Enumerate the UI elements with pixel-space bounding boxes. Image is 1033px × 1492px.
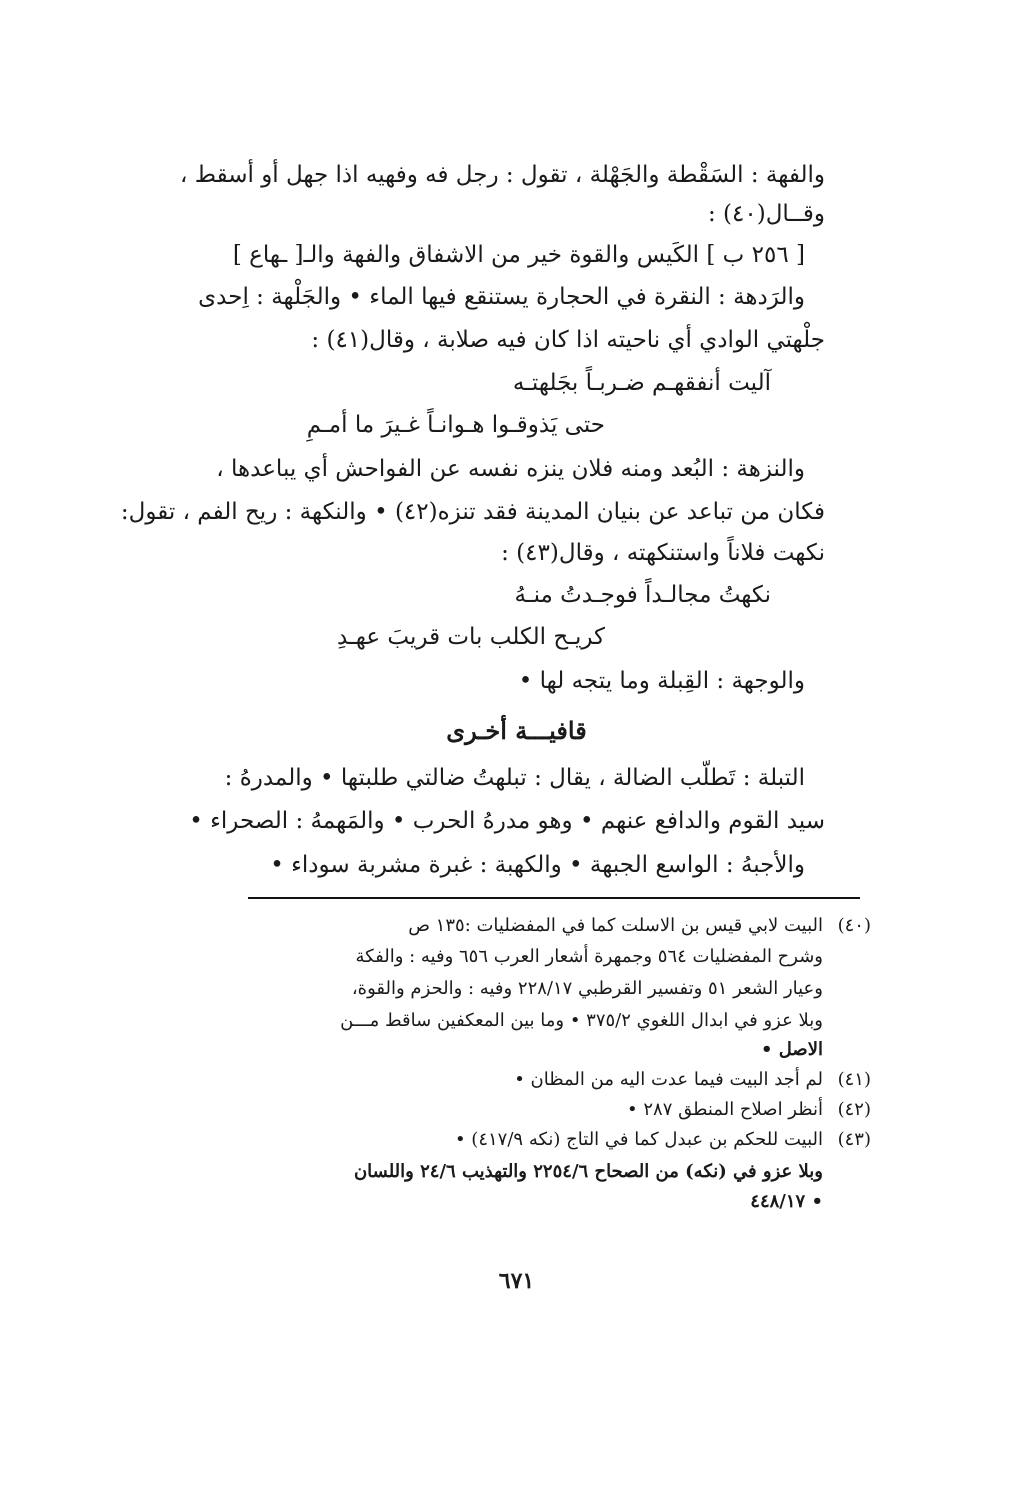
footnote-number-41: (٤١) [837, 1069, 871, 1090]
verse-line-2: حتى يَذوقـوا هـوانـاً غـيرَ ما أمـمِ [306, 412, 605, 438]
body-line-8: نكهت فلاناً واستنكهته ، وقال(٤٣) : [501, 540, 825, 566]
footnote-42-line-1: أنظر اصلاح المنطق ٢٨٧ • [627, 1099, 823, 1120]
body-line-4: والرَدهة : النقرة في الحجارة يستنقع فيها الماء • والجَلْهة : اِحدى [198, 284, 805, 310]
verse-line-3: نكهتُ مجالـداً فوجـدتُ منـهُ [514, 582, 771, 608]
footnote-number-43: (٤٣) [837, 1129, 871, 1150]
footnote-40-line-3: وعيار الشعر ٥١ وتفسير القرطبي ٢٢٨/١٧ وفيه : والحزم والقوة، [351, 978, 823, 999]
body-line-3: [ ٢٥٦ ب ] الكَيس والقوة خير من الاشفاق والفهة والـ[ ـهاع ] [232, 242, 805, 268]
verse-line-4: كريـح الكلب بات قريبَ عهـدِ [336, 624, 605, 650]
footnote-41-line-1: لم أجد البيت فيما عدت اليه من المظان • [514, 1069, 823, 1090]
body-line-2: وقــال(٤٠) : [707, 201, 825, 227]
page-number: ٦٧١ [498, 1268, 535, 1294]
body-line-6: والنزهة : البُعد ومنه فلان ينزه نفسه عن الفواحش أي يباعدها ، [216, 456, 805, 482]
footnote-43-line-1: البيت للحكم بن عبدل كما في التاج (نكه ٤١٧/٩) • [454, 1129, 823, 1150]
footnote-43-line-2: وبلا عزو في (نكه) من الصحاح ٢٢٥٤/٦ والتهذيب ٢٤/٦ واللسان [353, 1161, 823, 1182]
body-line-10: التبلة : تَطلّب الضالة ، يقال : تبلهتُ ضالتي طلبتها • والمدرهُ : [224, 765, 805, 791]
footnote-40-line-2: وشرح المفضليات ٥٦٤ وجمهرة أشعار العرب ٦٥٦ وفيه : والفكة [355, 946, 823, 967]
body-line-9: والوجهة : القِبلة وما يتجه لها • [518, 668, 805, 694]
body-line-11: سيد القوم والدافع عنهم • وهو مدرهُ الحرب • والمَهمهُ : الصحراء • [189, 808, 825, 834]
section-heading: قافيـــة أخـرى [446, 716, 587, 745]
body-line-1: والفهة : السَقْطة والجَهْلة ، تقول : رجل فه وفهيه اذا جهل أو أسقط ، [180, 162, 825, 188]
footnote-number-42: (٤٢) [837, 1099, 871, 1120]
body-line-5: جلْهتي الوادي أي ناحيته اذا كان فيه صلابة ، وقال(٤١) : [311, 327, 825, 353]
footnote-40-line-5: الاصل • [761, 1039, 823, 1060]
footnote-43-line-3: • ٤٤٨/١٧ [750, 1191, 823, 1212]
body-line-12: والأجبهُ : الواسع الجبهة • والكهبة : غبرة مشربة سوداء • [270, 852, 805, 878]
footnote-40-line-1: البيت لابي قيس بن الاسلت كما في المفضليات :١٣٥ ص [408, 915, 823, 936]
body-line-7: فكان من تباعد عن بنيان المدينة فقد تنزه(٤٢) • والنكهة : ريح الفم ، تقول: [120, 499, 825, 525]
footnote-40-line-4: وبلا عزو في ابدال اللغوي ٣٧٥/٢ • وما بين المعكفين ساقط مـــن [340, 1010, 823, 1031]
footnote-number-40: (٤٠) [837, 915, 871, 936]
verse-line-1: آليت أنفقهـم ضـربـاً بجَلهتـه [512, 370, 771, 396]
footnote-rule [248, 897, 860, 899]
